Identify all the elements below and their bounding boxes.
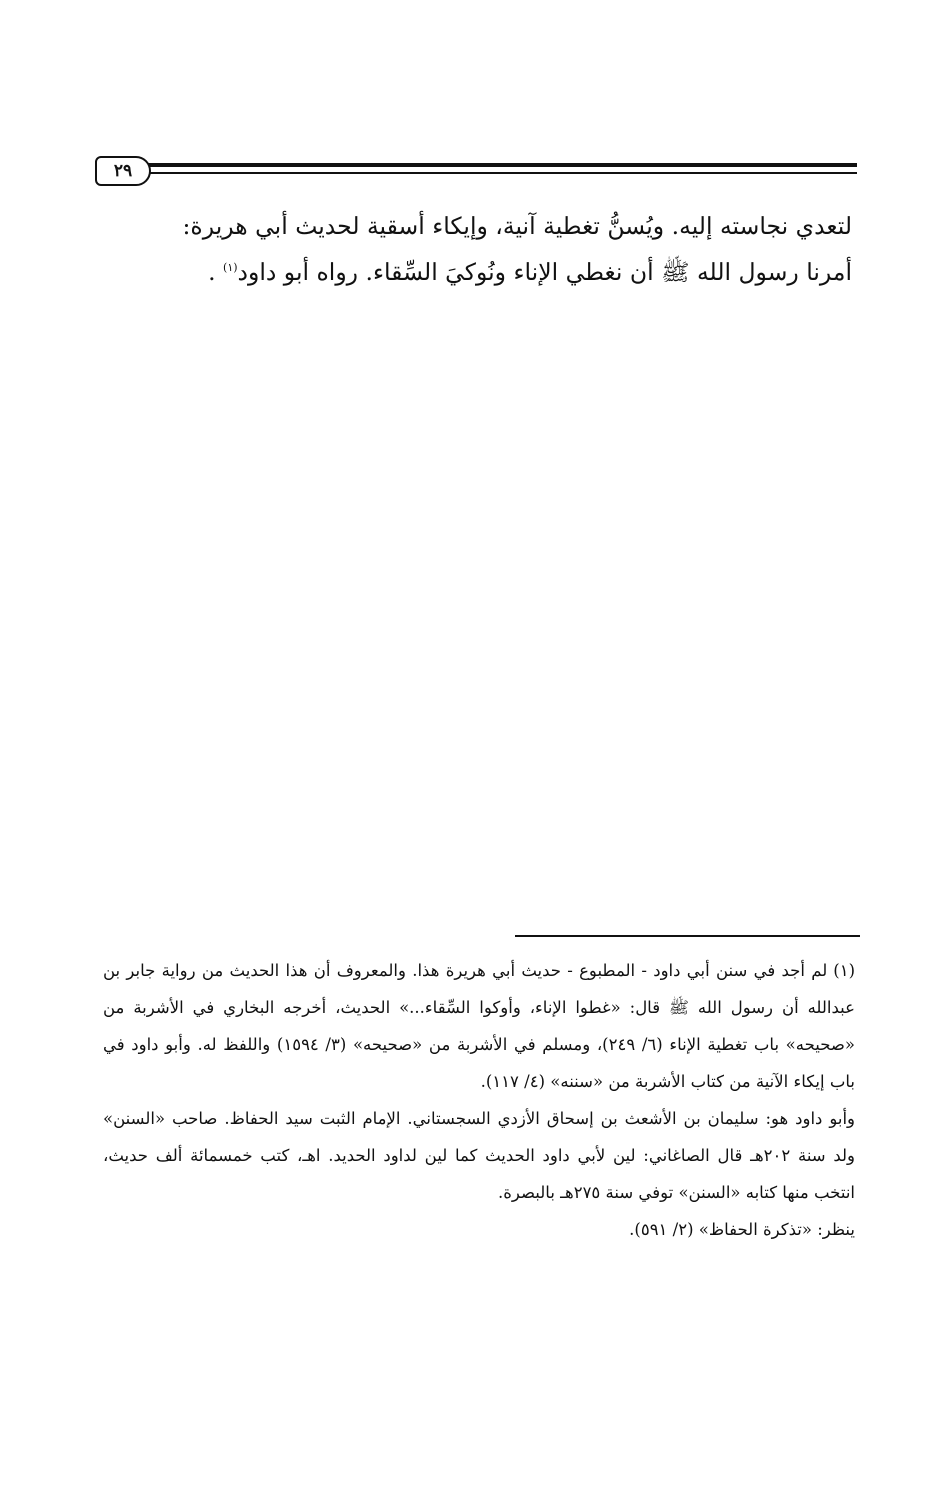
- page-header: [95, 150, 857, 190]
- footnote-marker: (١): [833, 961, 855, 980]
- header-rule-thin: [145, 172, 857, 174]
- footnote-3: ينظر: «تذكرة الحفاظ» (٢/ ٥٩١).: [629, 1220, 855, 1239]
- footnote-separator: [515, 935, 860, 937]
- page-number-badge: [95, 156, 151, 186]
- footnote-1-text: لم أجد في سنن أبي داود - المطبوع - حديث أبي هريرة هذا. والمعروف أن هذا الحديث من رواية جابر بن عبدالله أن رسول الله ﷺ قال: «غطوا الإناء، وأوكوا السِّقاء...» الحديث، أخرجه البخاري في الأشربة من «صحيحه» باب تغطية الإناء (٦/ ٢٤٩)، ومسلم في الأشربة من «صحيحه» (٣/ ١٥٩٤) واللفظ له. وأبو داود في باب إيكاء الآنية من كتاب الأشربة من «سننه» (٤/ ١١٧).: [103, 961, 856, 1091]
- footnote-2: وأبو داود هو: سليمان بن الأشعث بن إسحاق الأزدي السجستاني. الإمام الثبت سيد الحفاظ. صاحب «السنن» ولد سنة ٢٠٢هـ قال الصاغاني: لين لأبي داود الحديث كما لين لداود الحديد. اهـ، كتب خمسمائة ألف حديث، انتخب منها كتابه «السنن» توفي سنة ٢٧٥هـ بالبصرة.: [103, 1109, 855, 1202]
- main-line-1: لتعدي نجاسته إليه. ويُسنُّ تغطية آنية، وإيكاء أسقية لحديث أبي هريرة:: [182, 212, 852, 240]
- main-line-2: [100, 249, 852, 295]
- footnote-reference[interactable]: (١): [223, 261, 238, 275]
- main-line-2-text: أمرنا رسول الله ﷺ أن نغطي الإناء ونُوكيَ السِّقاء. رواه أبو داود: [237, 258, 852, 286]
- main-text: [100, 203, 852, 295]
- page-number: ٢٩: [113, 161, 133, 181]
- main-line-2-end: .: [208, 258, 224, 286]
- footnotes: [103, 952, 855, 1248]
- header-rule-thick: [145, 163, 857, 167]
- footnote-1: [103, 952, 855, 1100]
